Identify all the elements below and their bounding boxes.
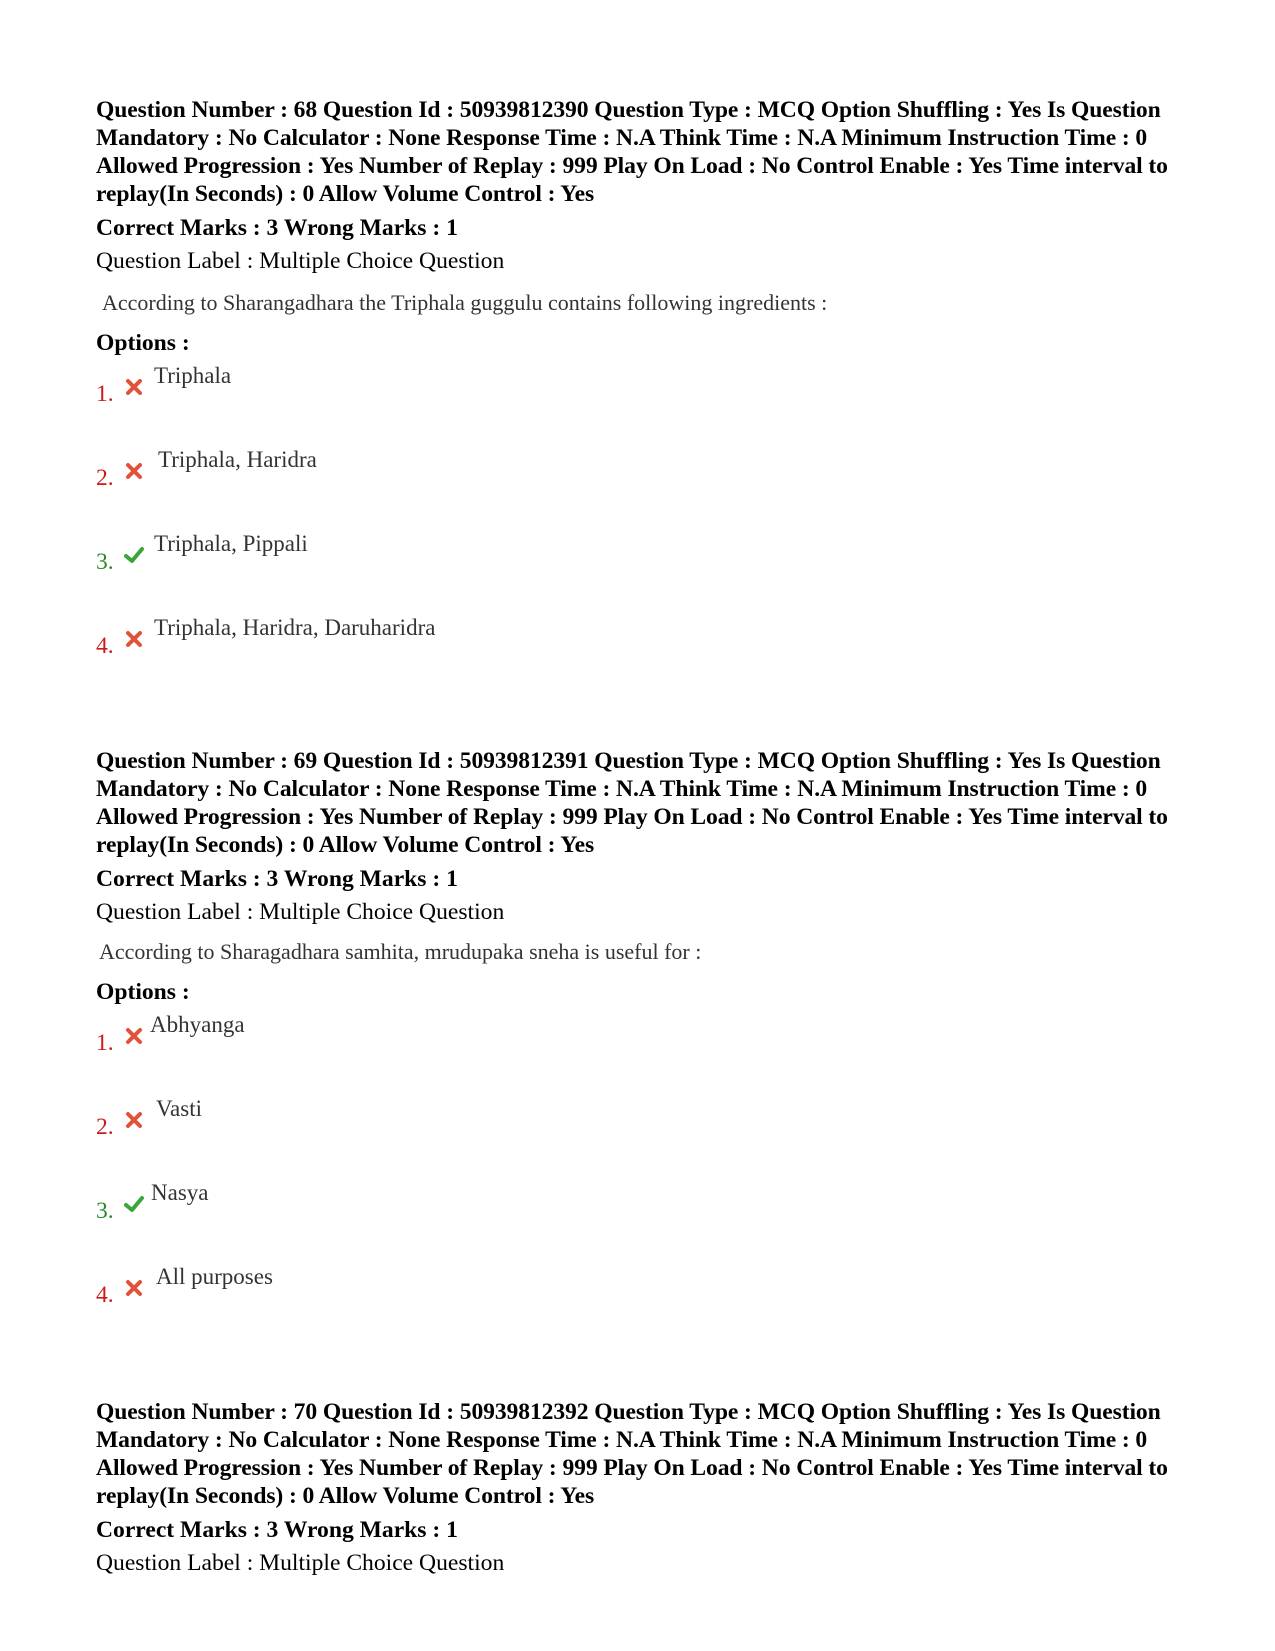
marks-line: Correct Marks : 3 Wrong Marks : 1 <box>96 1517 458 1543</box>
option-number: 2. <box>96 465 114 491</box>
options-heading: Options : <box>96 330 190 356</box>
option-text: Triphala, Haridra <box>158 447 317 472</box>
cross-icon <box>124 1026 144 1046</box>
option-item <box>96 1264 1196 1348</box>
option-item <box>96 1180 1196 1264</box>
option-item <box>96 1012 1196 1096</box>
cross-icon <box>124 377 144 397</box>
cross-icon <box>124 1110 144 1130</box>
option-text: Triphala <box>154 363 232 388</box>
option-text: Triphala, Haridra, Daruharidra <box>154 615 436 640</box>
check-icon <box>124 1194 144 1214</box>
option-item <box>96 615 1196 699</box>
options-heading: Options : <box>96 979 190 1005</box>
question-block <box>96 1398 1196 1577</box>
cross-icon <box>124 629 144 649</box>
option-number: 3. <box>96 1198 114 1224</box>
cross-icon <box>124 1278 144 1298</box>
option-text: Vasti <box>156 1096 202 1121</box>
cross-icon <box>124 461 144 481</box>
option-number: 1. <box>96 381 114 407</box>
option-item <box>96 447 1196 531</box>
option-text: Triphala, Pippali <box>154 531 308 556</box>
question-label: Question Label : Multiple Choice Question <box>96 899 505 925</box>
option-number: 4. <box>96 633 114 659</box>
marks-line: Correct Marks : 3 Wrong Marks : 1 <box>96 215 458 241</box>
option-text: All purposes <box>156 1264 273 1289</box>
option-number: 1. <box>96 1030 114 1056</box>
option-number: 2. <box>96 1114 114 1140</box>
option-item <box>96 1096 1196 1180</box>
option-text: Abhyanga <box>150 1012 245 1037</box>
question-block <box>96 96 1196 699</box>
option-number: 3. <box>96 549 114 575</box>
question-meta: Question Number : 70 Question Id : 50939812392 Question Type : MCQ Option Shuffling : Yes Is Question Mandatory : No Calculator : None Response Time : N.A Think Time : N.A Minimum Instruction Time : 0 Allowed Progression : Yes Number of Replay : 999 Play On Load : No Control Enable : Yes Time interval to replay(In Seconds) : 0 Allow Volume Control : Yes <box>96 1399 1168 1509</box>
option-text: Nasya <box>151 1180 209 1205</box>
marks-line: Correct Marks : 3 Wrong Marks : 1 <box>96 866 458 892</box>
question-label: Question Label : Multiple Choice Question <box>96 1550 505 1576</box>
question-meta: Question Number : 68 Question Id : 50939812390 Question Type : MCQ Option Shuffling : Yes Is Question Mandatory : No Calculator : None Response Time : N.A Think Time : N.A Minimum Instruction Time : 0 Allowed Progression : Yes Number of Replay : 999 Play On Load : No Control Enable : Yes Time interval to replay(In Seconds) : 0 Allow Volume Control : Yes <box>96 97 1168 207</box>
question-text: According to Sharangadhara the Triphala guggulu contains following ingredients : <box>102 290 828 315</box>
check-icon <box>124 545 144 565</box>
question-block <box>96 747 1196 1348</box>
question-label: Question Label : Multiple Choice Question <box>96 248 505 274</box>
question-text: According to Sharagadhara samhita, mrudupaka sneha is useful for : <box>99 939 702 964</box>
option-item <box>96 363 1196 447</box>
option-item <box>96 531 1196 615</box>
question-meta: Question Number : 69 Question Id : 50939812391 Question Type : MCQ Option Shuffling : Yes Is Question Mandatory : No Calculator : None Response Time : N.A Think Time : N.A Minimum Instruction Time : 0 Allowed Progression : Yes Number of Replay : 999 Play On Load : No Control Enable : Yes Time interval to replay(In Seconds) : 0 Allow Volume Control : Yes <box>96 748 1168 858</box>
option-number: 4. <box>96 1282 114 1308</box>
